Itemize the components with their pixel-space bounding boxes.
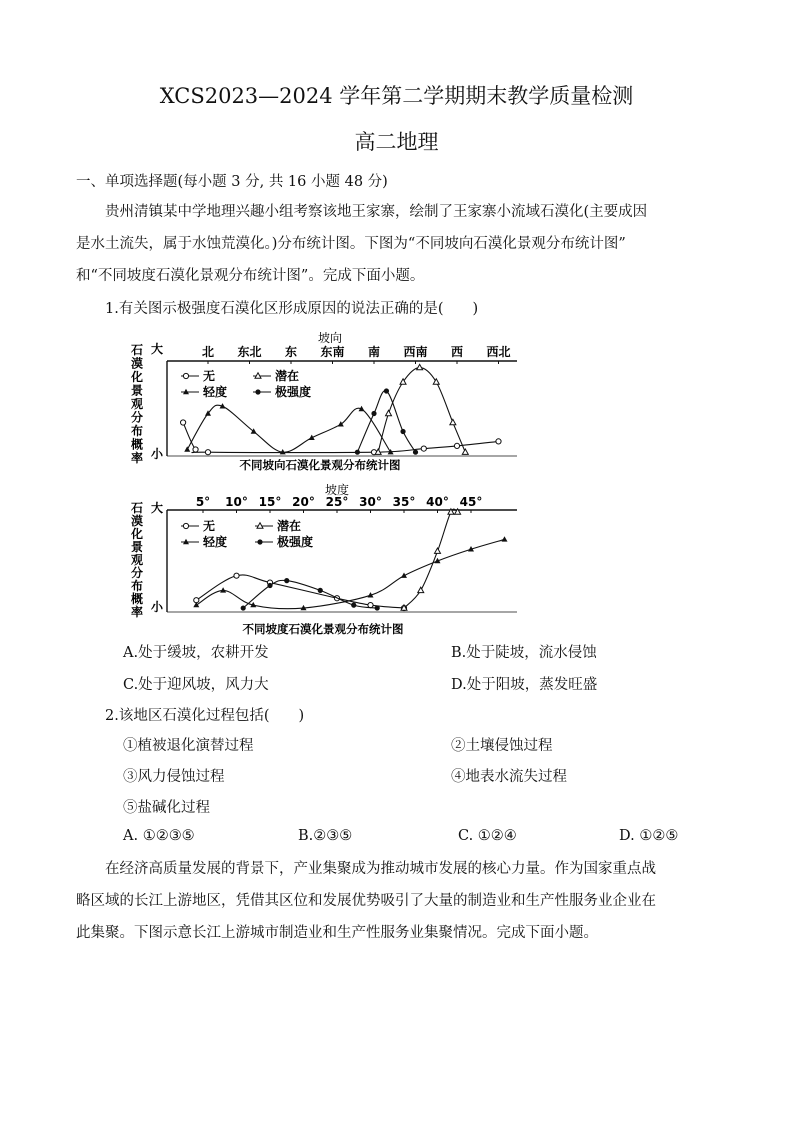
- category-tick-label: 东北: [237, 345, 262, 359]
- q2-option-a[interactable]: A. ①②③⑤: [123, 828, 195, 844]
- data-point: [502, 536, 508, 541]
- category-tick-label: 西南: [403, 345, 428, 359]
- q2-item-1: ①植被退化演替过程: [123, 738, 254, 754]
- chart1-xlabel: 坡向: [317, 331, 343, 345]
- data-point: [450, 419, 456, 424]
- q2-option-b[interactable]: B.②③⑤: [298, 828, 353, 844]
- data-point: [421, 446, 426, 451]
- q1-option-a[interactable]: A.处于缓坡，农耕开发: [123, 645, 269, 661]
- intro-line-2: 是水土流失，属于水蚀荒漠化。)分布统计图。下图为“不同坡向石漠化景观分布统计图”: [76, 236, 626, 252]
- slope-aspect-chart: [125, 328, 525, 473]
- q2-item-4: ④地表水流失过程: [451, 769, 567, 785]
- category-tick-label: 30°: [359, 495, 382, 509]
- legend-label: 无: [203, 519, 216, 533]
- category-tick-label: 5°: [195, 495, 211, 509]
- legend-label: 轻度: [203, 535, 228, 549]
- series-line: [196, 539, 504, 608]
- q2-option-d[interactable]: D. ①②⑤: [619, 828, 679, 844]
- chart1-y-max-label: 大: [151, 342, 164, 356]
- chart2-y-min-label: 小: [151, 600, 164, 614]
- legend-marker: [257, 539, 262, 544]
- chart2-xlabel: 坡度: [324, 483, 350, 497]
- data-point: [241, 605, 246, 610]
- data-point: [284, 578, 289, 583]
- data-point: [496, 439, 501, 444]
- chart1-ylabel: 石漠化景观分布概率: [131, 343, 144, 465]
- q2-item-5: ⑤盐碱化过程: [123, 800, 210, 816]
- q1-option-b[interactable]: B.处于陡坡，流水侵蚀: [451, 645, 597, 661]
- data-point: [435, 548, 441, 553]
- data-point: [251, 428, 257, 433]
- series-line: [243, 580, 377, 608]
- category-tick-label: 10°: [225, 495, 248, 509]
- data-point: [181, 420, 186, 425]
- data-point: [351, 603, 356, 608]
- intro-line-3: 和“不同坡度石漠化景观分布统计图”。完成下面小题。: [76, 268, 425, 284]
- data-point: [368, 603, 373, 608]
- legend-marker: [255, 389, 260, 394]
- exam-subtitle: 高二地理: [354, 130, 439, 154]
- data-point: [413, 450, 418, 455]
- slope-gradient-chart: [125, 480, 525, 640]
- intro-line-1: 贵州清镇某中学地理兴趣小组考察该地王家寨，绘制了王家寨小流域石漠化(主要成因: [105, 204, 648, 220]
- data-point: [267, 583, 272, 588]
- category-tick-label: 东: [284, 345, 298, 359]
- q2-item-2: ②土壤侵蚀过程: [451, 738, 553, 754]
- data-point: [355, 450, 360, 455]
- data-point: [371, 411, 376, 416]
- q2-option-c[interactable]: C. ①②④: [458, 828, 517, 844]
- data-point: [338, 421, 344, 426]
- data-point: [234, 573, 239, 578]
- chart2-ylabel: 石漠化景观分布概率: [131, 501, 144, 619]
- section2-line-1: 在经济高质量发展的背景下，产业集聚成为推动城市发展的核心力量。作为国家重点战: [105, 861, 656, 877]
- data-point: [454, 443, 459, 448]
- series-line: [183, 423, 498, 453]
- legend-label: 极强度: [275, 385, 312, 399]
- data-point: [400, 429, 405, 434]
- legend-label: 潜在: [277, 519, 302, 533]
- category-tick-label: 45°: [459, 495, 483, 509]
- q2-item-3: ③风力侵蚀过程: [123, 769, 225, 785]
- legend-label: 无: [203, 369, 216, 383]
- section2-line-2: 略区域的长江上游地区，凭借其区位和发展优势吸引了大量的制造业和生产性服务业企业在: [76, 893, 656, 909]
- question-2-stem: 2.该地区石漠化过程包括( ): [105, 708, 305, 724]
- series-line: [378, 368, 465, 453]
- section2-line-3: 此集聚。下图示意长江上游城市制造业和生产性服务业集聚情况。完成下面小题。: [76, 925, 598, 941]
- category-tick-label: 东南: [320, 345, 345, 359]
- legend-marker: [183, 523, 188, 528]
- category-tick-label: 35°: [392, 495, 416, 509]
- chart1-y-min-label: 小: [151, 447, 164, 461]
- category-tick-label: 40°: [426, 495, 449, 509]
- category-tick-label: 西: [450, 345, 464, 359]
- data-point: [193, 447, 198, 452]
- data-point: [220, 587, 226, 592]
- chart2-title: 不同坡度石漠化景观分布统计图: [242, 622, 404, 636]
- legend-label: 轻度: [203, 385, 228, 399]
- data-point: [184, 446, 190, 451]
- data-point: [318, 588, 323, 593]
- category-tick-label: 20°: [292, 495, 315, 509]
- data-point: [205, 450, 210, 455]
- data-point: [193, 602, 199, 607]
- data-point: [417, 364, 423, 369]
- data-point: [384, 388, 389, 393]
- data-point: [386, 410, 392, 415]
- legend-label: 极强度: [277, 535, 314, 549]
- data-point: [418, 587, 424, 592]
- category-tick-label: 北: [201, 345, 215, 359]
- q1-option-d[interactable]: D.处于阳坡，蒸发旺盛: [451, 677, 598, 693]
- exam-title: XCS2023—2024 学年第二学期期末教学质量检测: [159, 84, 634, 108]
- category-tick-label: 西北: [486, 345, 511, 359]
- chart2-y-max-label: 大: [151, 501, 164, 515]
- series-line: [404, 509, 458, 608]
- section-heading: 一、单项选择题(每小题 3 分, 共 16 小题 48 分): [76, 174, 388, 190]
- data-point: [375, 605, 380, 610]
- category-tick-label: 南: [367, 345, 381, 359]
- category-tick-label: 15°: [258, 495, 282, 509]
- category-tick-label: 25°: [325, 495, 349, 509]
- data-point: [462, 449, 468, 454]
- q1-option-c[interactable]: C.处于迎风坡，风力大: [123, 677, 269, 693]
- legend-marker: [183, 373, 188, 378]
- question-1-stem: 1.有关图示极强度石漠化区形成原因的说法正确的是( ): [105, 301, 479, 317]
- chart1-title: 不同坡向石漠化景观分布统计图: [239, 458, 401, 472]
- legend-label: 潜在: [275, 369, 300, 383]
